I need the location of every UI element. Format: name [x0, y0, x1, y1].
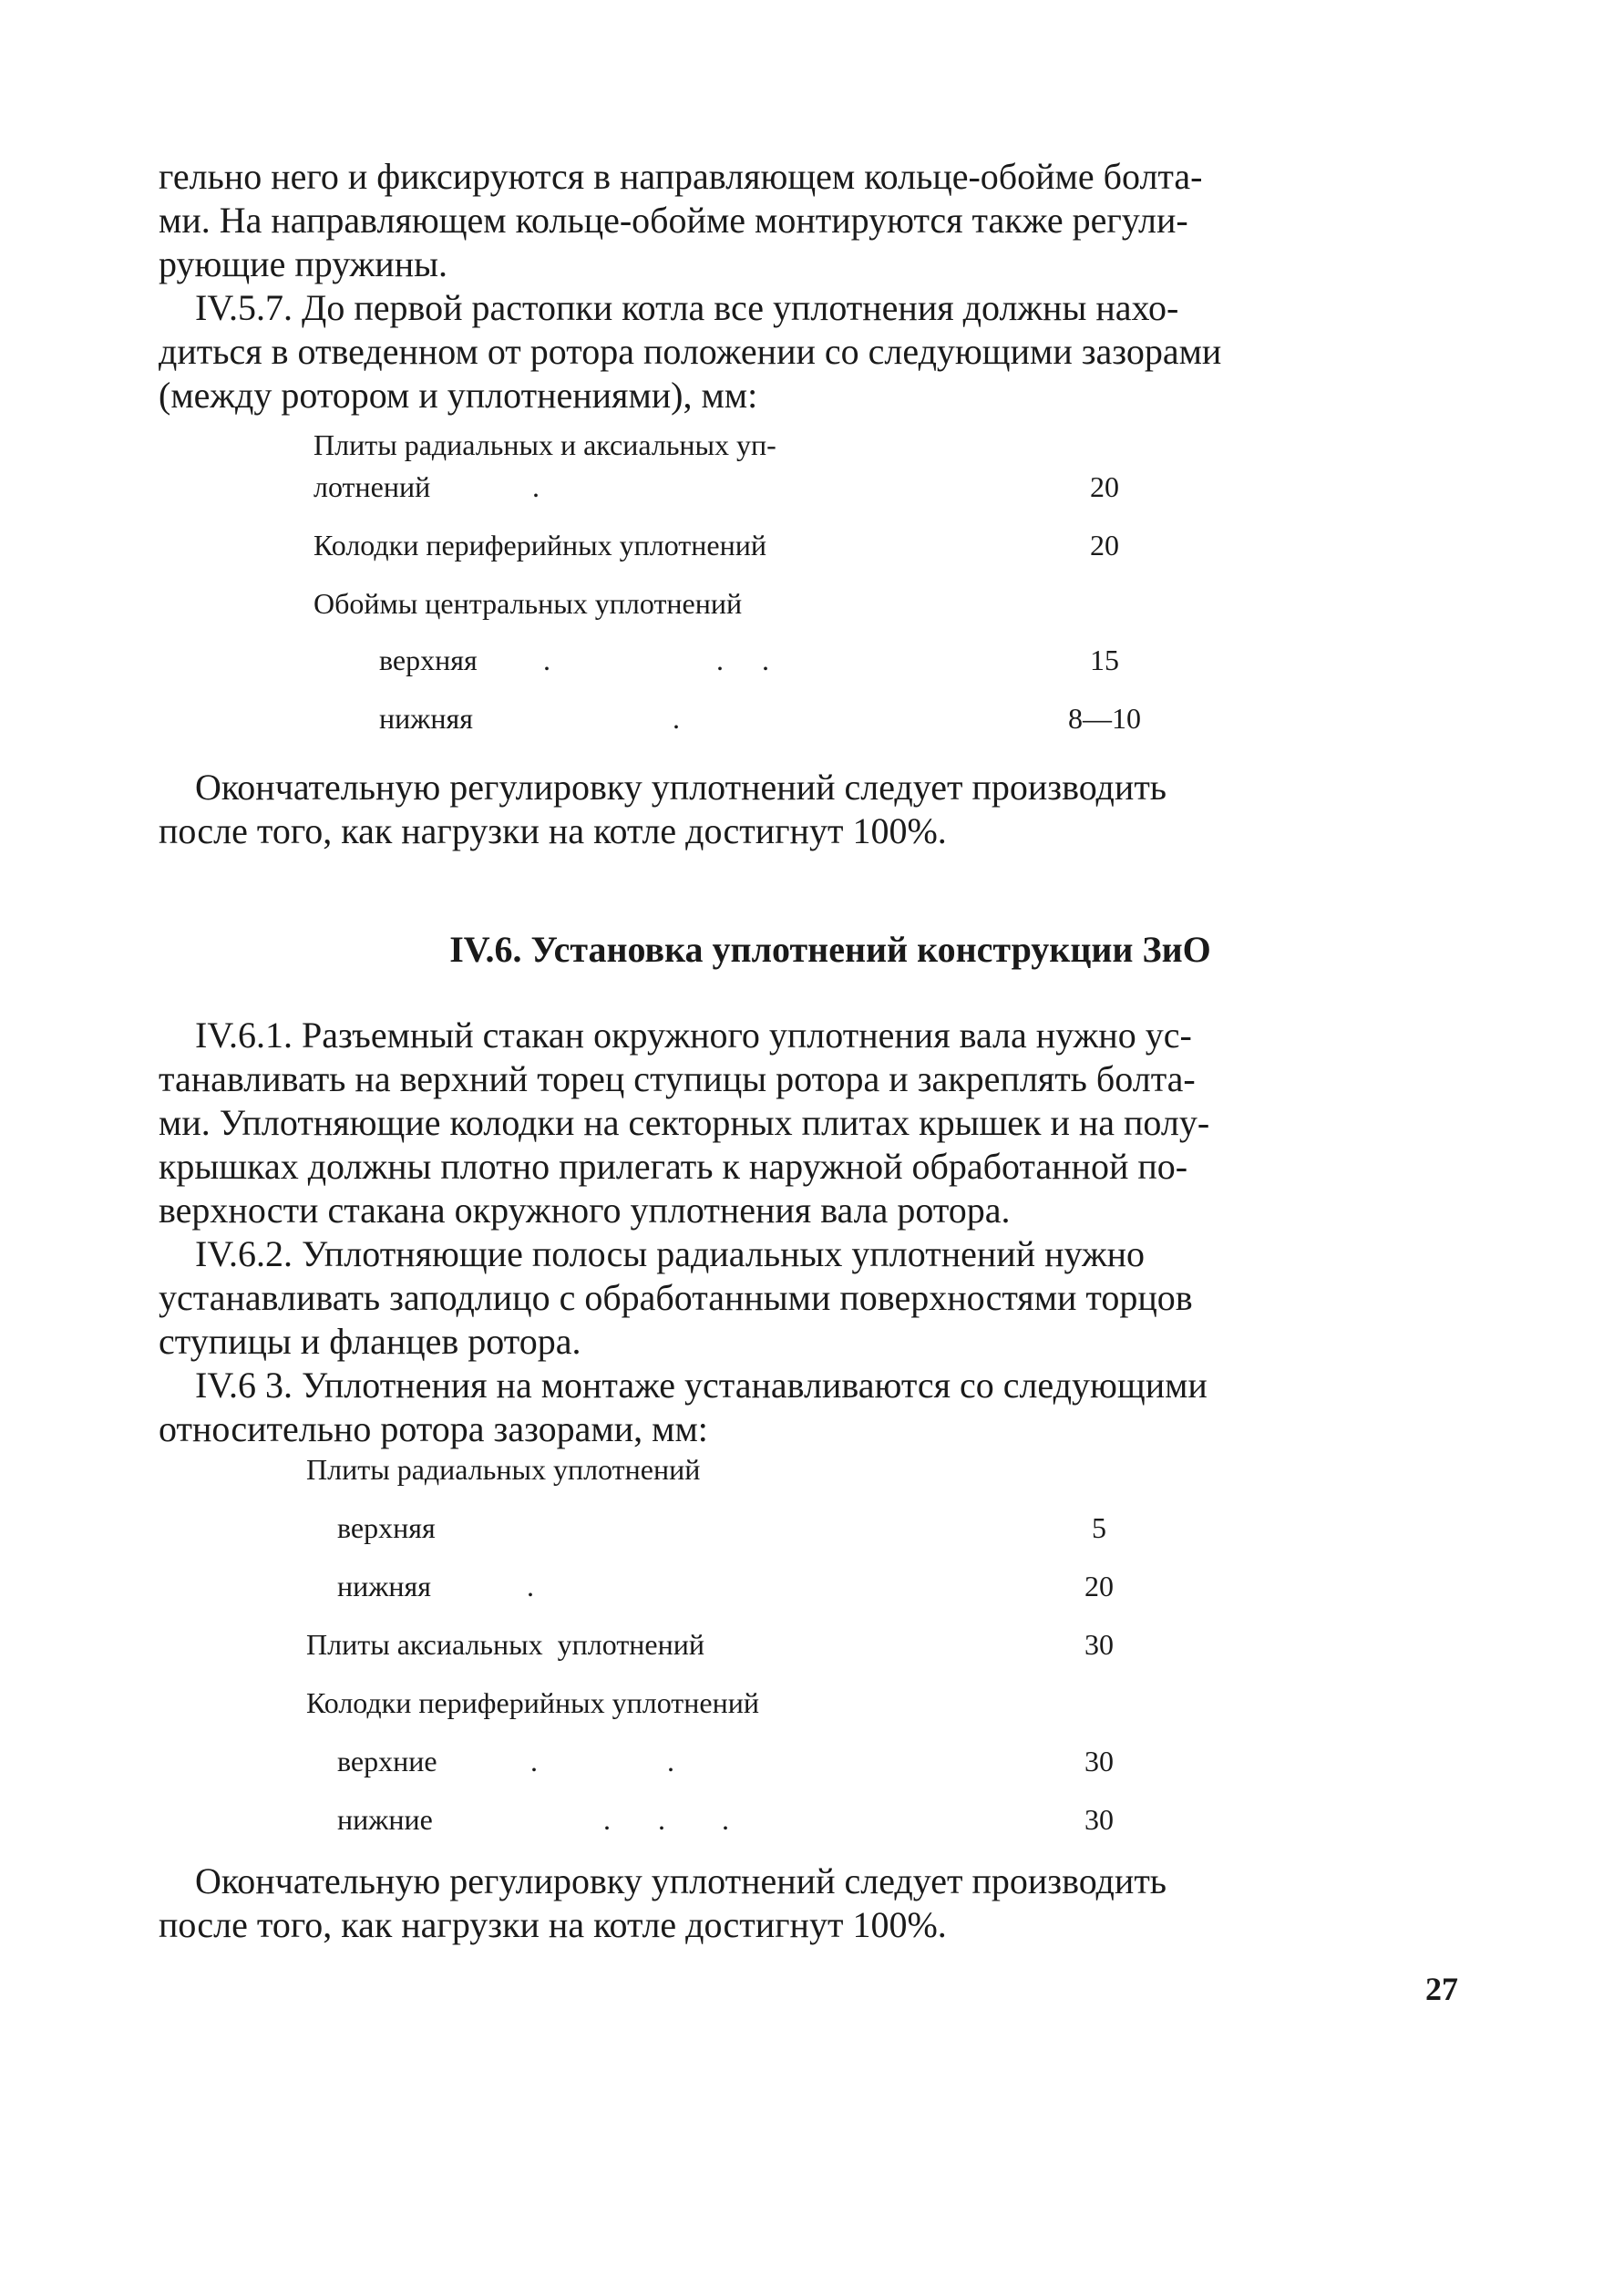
text-line: ми. Уплотняющие колодки на секторных плитах крышек и на полу- — [159, 1102, 1210, 1143]
table-row — [379, 698, 1141, 738]
row-value: 30 — [1084, 1803, 1114, 1836]
row-value: 20 — [1090, 529, 1119, 562]
row-label: нижняя — [337, 1570, 431, 1602]
row-dots: . . . — [603, 1803, 731, 1836]
paragraph-continuation — [159, 155, 1445, 286]
text-line: IV.6.1. Разъемный стакан окружного уплотнения вала нужно ус- — [159, 1015, 1192, 1056]
text-line: после того, как нагрузки на котле достигнут 100%. — [159, 1904, 947, 1945]
row-value: 30 — [1084, 1745, 1114, 1777]
row-label: Колодки периферийных уплотнений — [306, 1686, 759, 1719]
row-label: верхняя — [379, 644, 478, 676]
section-heading: IV.6. Установка уплотнений конструкции ЗиО — [449, 929, 1211, 970]
row-label: лотнений — [313, 470, 431, 503]
row-value: 20 — [1090, 470, 1119, 503]
text-line: (между ротором и уплотнениями), мм: — [159, 375, 758, 416]
text-line: устанавливать заподлицо с обработанными поверхностями торцов — [159, 1277, 1193, 1318]
text-line: гельно него и фиксируются в направляющем кольце-обойме болта- — [159, 156, 1203, 197]
text-line: Окончательную регулировку уплотнений следует производить — [159, 767, 1167, 808]
text-line: относительно ротора зазорами, мм: — [159, 1408, 708, 1449]
row-value: 20 — [1084, 1570, 1114, 1602]
text-line: IV.6.2. Уплотняющие полосы радиальных уплотнений нужно — [159, 1233, 1146, 1274]
text-line: IV.6 3. Уплотнения на монтаже устанавливаются со следующими — [159, 1365, 1208, 1406]
table-row — [306, 1624, 1126, 1664]
table-row — [379, 640, 1136, 680]
row-label: верхняя — [337, 1511, 436, 1544]
table-row — [337, 1741, 1126, 1781]
row-label: Плиты радиальных и аксиальных уп- — [313, 428, 776, 461]
row-label: Плиты аксиальных уплотнений — [306, 1628, 704, 1661]
table-row — [306, 1683, 1126, 1723]
row-dots: . — [532, 470, 541, 503]
page-number: 27 — [1425, 1971, 1458, 2007]
row-label: Колодки периферийных уплотнений — [313, 529, 766, 562]
row-dots: . — [527, 1570, 536, 1602]
table-row — [337, 1799, 1126, 1839]
text-line: IV.5.7. До первой растопки котла все уплотнения должны нахо- — [159, 287, 1179, 328]
text-line: крышках должны плотно прилегать к наружной обработанной по- — [159, 1146, 1188, 1187]
text-line: танавливать на верхний торец ступицы ротора и закреплять болта- — [159, 1058, 1196, 1099]
row-label: нижние — [337, 1803, 433, 1836]
text-line: рующие пружины. — [159, 243, 447, 284]
text-line: ступицы и фланцев ротора. — [159, 1321, 581, 1362]
table-row — [313, 467, 1134, 507]
table-row — [306, 1449, 1126, 1489]
text-line: диться в отведенном от ротора положении со следующими зазорами — [159, 331, 1222, 372]
row-label: верхние — [337, 1745, 437, 1777]
table-row — [313, 425, 1134, 465]
row-dots: . . . — [543, 644, 771, 676]
text-line: Окончательную регулировку уплотнений следует производить — [159, 1860, 1167, 1901]
table-row — [313, 583, 1134, 623]
table-row — [313, 525, 1134, 565]
table-row — [337, 1508, 1126, 1548]
text-line: после того, как нагрузки на котле достигнут 100%. — [159, 810, 947, 851]
row-dots: . . — [530, 1745, 676, 1777]
text-line: верхности стакана окружного уплотнения вала ротора. — [159, 1190, 1011, 1231]
paragraph-final-adjustment-2 — [159, 1860, 1445, 1947]
row-dots: . — [673, 702, 682, 735]
text-line: ми. На направляющем кольце-обойме монтируются также регули- — [159, 200, 1188, 241]
row-label: нижняя — [379, 702, 473, 735]
paragraph-iv-5-7 — [159, 286, 1445, 417]
paragraph-final-adjustment-1 — [159, 766, 1445, 853]
table-row — [337, 1566, 1126, 1606]
row-label: Обоймы центральных уплотнений — [313, 587, 743, 620]
row-label: Плиты радиальных уплотнений — [306, 1453, 701, 1486]
row-value: 8—10 — [1068, 702, 1141, 735]
row-value: 5 — [1092, 1511, 1106, 1544]
row-value: 30 — [1084, 1628, 1114, 1661]
paragraph-iv-6 — [159, 1014, 1445, 1451]
row-value: 15 — [1090, 644, 1119, 676]
